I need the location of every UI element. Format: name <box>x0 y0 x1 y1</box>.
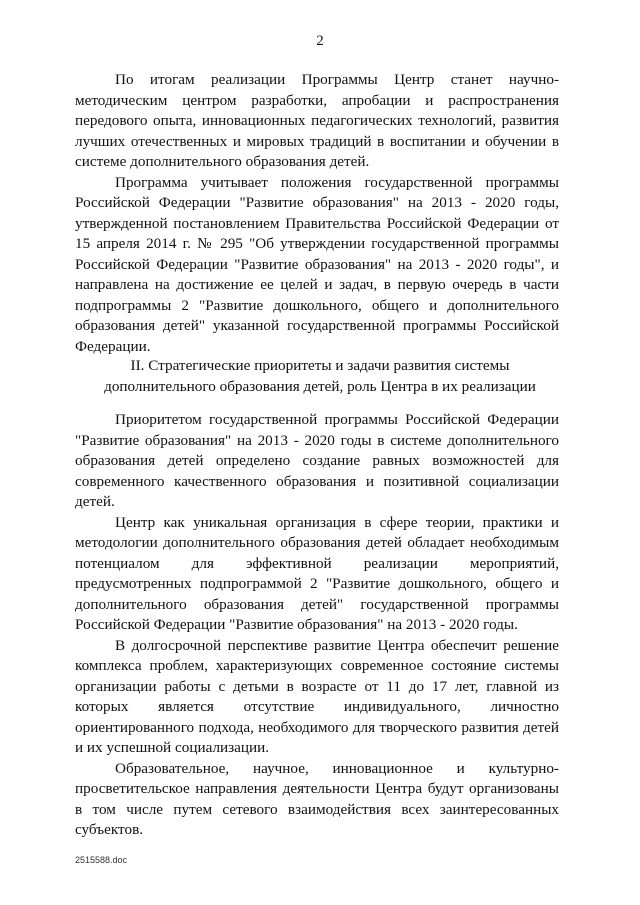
paragraph-state-program: Программа учитывает положения государственной программы Российской Федерации "Развитие образования" на 2013 - 2020 годы, утвержденной постановлением Правительства Российской Федерации от 15 апреля 2014 г. № 295 "Об утверждении государственной программы Российской Федерации "Развитие образования" на 2013 - 2020 годы", и направлена на достижение ее целей и задач, в первую очередь в части подпрограммы 2 "Развитие дошкольного, общего и дополнительного образования детей" указанной государственной программы Российской Федерации. <box>75 173 559 355</box>
paragraph-program-outcome: По итогам реализации Программы Центр станет научно-методическим центром разработки, апробации и распространения передового опыта, инновационных педагогических технологий, развития лучших отечественных и мировых традиций в воспитании и обучении в системе дополнительного образования детей. <box>75 71 559 170</box>
paragraph-long-term: В долгосрочной перспективе развитие Центра обеспечит решение комплекса проблем, характеризующих современное состояние системы организации работы с детьми в возрасте от 11 до 17 лет, главной из которых является отсутствие индивидуального, личностно ориентированного подхода, необходимого для творческого развития детей и их успешной социализации. <box>75 636 559 756</box>
section-heading-line-2: дополнительного образования детей, роль Центра в их реализации <box>104 377 536 395</box>
paragraph-priority: Приоритетом государственной программы Российской Федерации "Развитие образования" на 2013 - 2020 годы в системе дополнительного образования детей определено создание равных возможностей для современного качественного образования и позитивной социализации детей. <box>75 411 559 510</box>
footer-file-name: 2515588.doc <box>75 855 128 865</box>
paragraph-center-potential: Центр как уникальная организация в сфере теории, практики и методологии дополнительного образования детей обладает необходимым потенциалом для эффективной реализации мероприятий, предусмотренных подпрограммой 2 "Развитие дошкольного, общего и дополнительного образования детей" государственной программы Российской Федерации "Развитие образования" на 2013 - 2020 годы. <box>75 513 559 633</box>
section-heading <box>40 356 600 397</box>
body-text-top <box>75 70 559 357</box>
body-text-bottom <box>75 410 559 841</box>
page-number: 2 <box>316 33 324 49</box>
paragraph-network: Образовательное, научное, инновационное и культурно-просветительское направления деятельности Центра будут организованы в том числе путем сетевого взаимодействия всех заинтересованных субъектов. <box>75 759 559 838</box>
section-heading-line-1: II. Стратегические приоритеты и задачи развития системы <box>130 357 510 374</box>
